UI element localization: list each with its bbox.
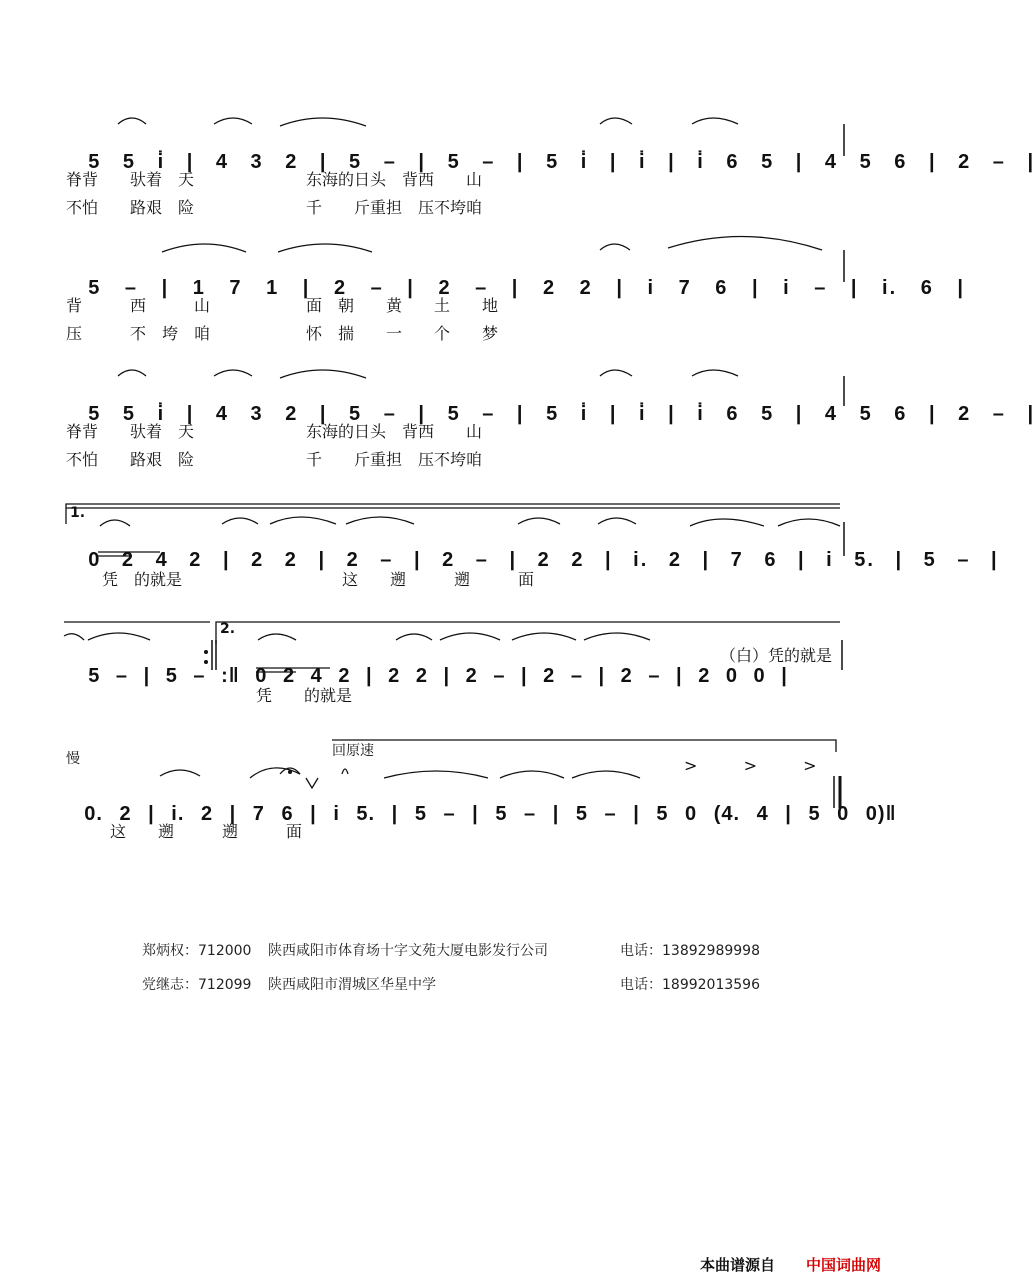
tempo-slow-label: 慢 [66,751,80,767]
source-site-link[interactable]: 中国词曲网 [806,1256,882,1274]
notation-row-3: 5 5 i̇ | 4 3 2 | 5 – | 5 – | 5 i̇ | i̇ | i̇ 6 5 | 4 5 6 | 2 – | [88,403,1035,425]
slur [222,518,258,524]
notation-row-5: 5 – | 5 – :‖ 0 2 4 2 | 2 2 | 2 – | 2 – | 2 – | 2 0 0 | [88,665,788,687]
lyric-row-5: 凭 的就是 [256,686,353,705]
slur [346,517,414,524]
slur [250,768,300,778]
slur [668,236,822,250]
slur [214,118,252,124]
contact-1-name: 郑炳权：712000 [142,943,252,959]
contact-2-address: 陕西咸阳市渭城区华星中学 [268,977,436,993]
volta-1-label: 1. [70,505,86,521]
slur [278,244,372,252]
volta-bracket [216,622,840,644]
tempo-back-label: 回原速 [332,743,374,759]
slur [600,118,632,124]
lyric-row-4: 凭 的就是 这 遡 遡 面 [102,570,535,589]
spoken-text: （白）凭的就是 [720,646,833,665]
slur [692,370,738,376]
accent-marks: > > > [684,756,829,775]
breath-mark [306,778,318,788]
slur [600,370,632,376]
notation-row-4: 0 2 4 2 | 2 2 | 2 – | 2 – | 2 2 | i. 2 | 7 6 | i 5. | 5 – | [88,549,999,571]
slur [584,633,650,640]
slur [160,770,200,776]
slur [280,370,366,378]
slur [270,517,336,524]
notation-row-1: 5 5 i̇ | 4 3 2 | 5 – | 5 – | 5 i̇ | i̇ | i̇ 6 5 | 4 5 6 | 2 – | [88,151,1035,173]
slur [600,244,630,250]
slur [384,771,488,778]
notation-row-6: 0. 2 | i. 2 | 7 6 | i 5. | 5 – | 5 – | 5 – | 5 0 (4. 4 | 5 0 0)‖ [84,803,897,825]
slur [64,634,84,640]
slur [692,118,738,124]
volta-bracket [66,504,840,524]
slur [118,370,146,376]
slur [440,633,500,640]
slur [100,520,130,526]
source-label: 本曲谱源自 [700,1256,776,1274]
lyric-row-3a: 脊背 驮着 天 东海的日头 背西 山 [66,422,483,441]
slur [518,518,560,524]
lyric-row-6: 这 遡 遡 面 [110,822,303,841]
notation-row-2: 5 – | 1 7 1 | 2 – | 2 – | 2 2 | i 7 6 | i – | i. 6 | [88,277,965,299]
slur [690,519,764,526]
contact-1-phone: 电话：13892989998 [620,943,760,959]
lyric-row-1b: 不怕 路艰 险 千 斤重担 压不垮咱 [66,198,483,217]
fermata-dot [288,770,292,774]
contact-1-address: 陕西咸阳市体育场十字文苑大厦电影发行公司 [268,943,548,959]
volta-2-label: 2. [220,621,236,637]
slur [598,518,636,524]
slur [512,633,576,640]
contact-2-name: 党继志：712099 [142,977,252,993]
lyric-row-3b: 不怕 路艰 险 千 斤重担 压不垮咱 [66,450,483,469]
contact-2-phone: 电话：18992013596 [620,977,760,993]
slur [572,771,640,778]
slur [258,634,296,640]
slur [500,771,564,778]
lyric-row-2a: 背 西 山 面 朝 黄 土 地 [66,296,499,315]
lyric-row-1a: 脊背 驮着 天 东海的日头 背西 山 [66,170,483,189]
slur [280,118,366,126]
slur [214,370,252,376]
slur [118,118,146,124]
lyric-row-2b: 压 不 垮 咱 怀 揣 一 个 梦 [66,324,499,343]
slur [778,519,840,526]
slur [396,634,432,640]
slur [88,633,150,640]
slur [162,244,246,252]
